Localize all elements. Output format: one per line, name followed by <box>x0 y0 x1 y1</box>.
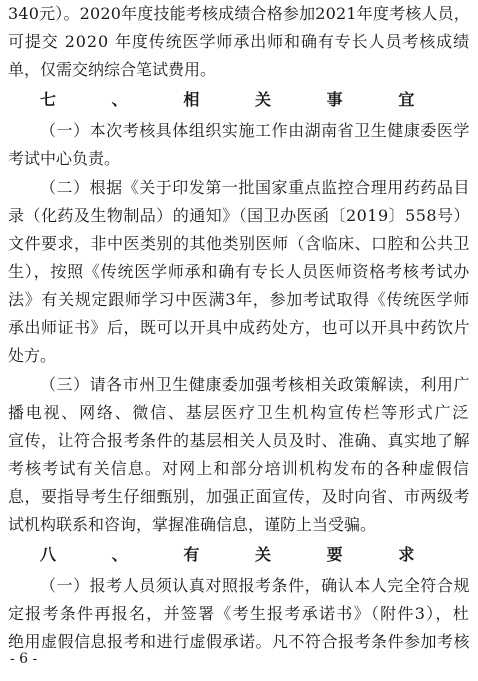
text-line: 绝用虚假信息报考和进行虚假承诺。凡不符合报考条件参加考核 <box>8 632 470 651</box>
text-line: 单，仅需交纳综合笔试费用。 <box>8 60 217 79</box>
text-line: 文件要求，非中医类别的其他类别医师（含临床、口腔和公共卫 <box>8 234 470 253</box>
text-line: （一）本次考核具体组织实施工作由湖南省卫生健康委医学 <box>40 121 470 140</box>
text-line: （二）根据《关于印发第一批国家重点监控合理用药药品目 <box>40 178 470 197</box>
page-number: - 6 - <box>10 651 38 667</box>
text-line: 可提交 2020 年度传统医学师承出师和确有专长人员考核成绩 <box>8 32 470 51</box>
text-line: 考试中心负责。 <box>8 149 121 168</box>
text-line: 试机构联系和咨询，掌握准确信息，谨防上当受骗。 <box>8 515 377 534</box>
section-heading-8: 八、有关要求 <box>40 545 470 564</box>
text-line: 承出师证书》后，既可以开具中成药处方，也可以开具中药饮片 <box>8 318 470 337</box>
text-line: 考核考试有关信息。对网上和部分培训机构发布的各种虚假信 <box>8 459 470 478</box>
text-line: 生），按照《传统医学师承和确有专长人员医师资格考核考试办 <box>8 262 470 281</box>
text-line: （三）请各市州卫生健康委加强考核相关政策解读，利用广 <box>40 375 470 394</box>
text-line: 340元）。2020年度技能考核成绩合格参加2021年度考核人员， <box>8 4 470 23</box>
text-line: 录（化药及生物制品）的通知》（国卫办医函〔2019〕558号） <box>8 206 470 225</box>
text-line: 定报考条件再报名，并签署《考生报考承诺书》（附件3），杜 <box>8 604 470 623</box>
text-line: 法》有关规定跟师学习中医满3年，参加考试取得《传统医学师 <box>8 290 471 309</box>
text-line: 宣传，让符合报考条件的基层相关人员及时、准确、真实地了解 <box>8 431 470 450</box>
text-line: （一）报考人员须认真对照报考条件，确认本人完全符合规 <box>40 576 470 595</box>
text-line: 处方。 <box>8 346 57 365</box>
section-heading-7: 七、相关事宜 <box>40 90 470 109</box>
text-line: 播电视、网络、微信、基层医疗卫生机构宣传栏等形式广泛 <box>8 403 470 422</box>
text-line: 息，要指导考生仔细甄别，加强正面宣传，及时向省、市两级考 <box>8 487 470 506</box>
